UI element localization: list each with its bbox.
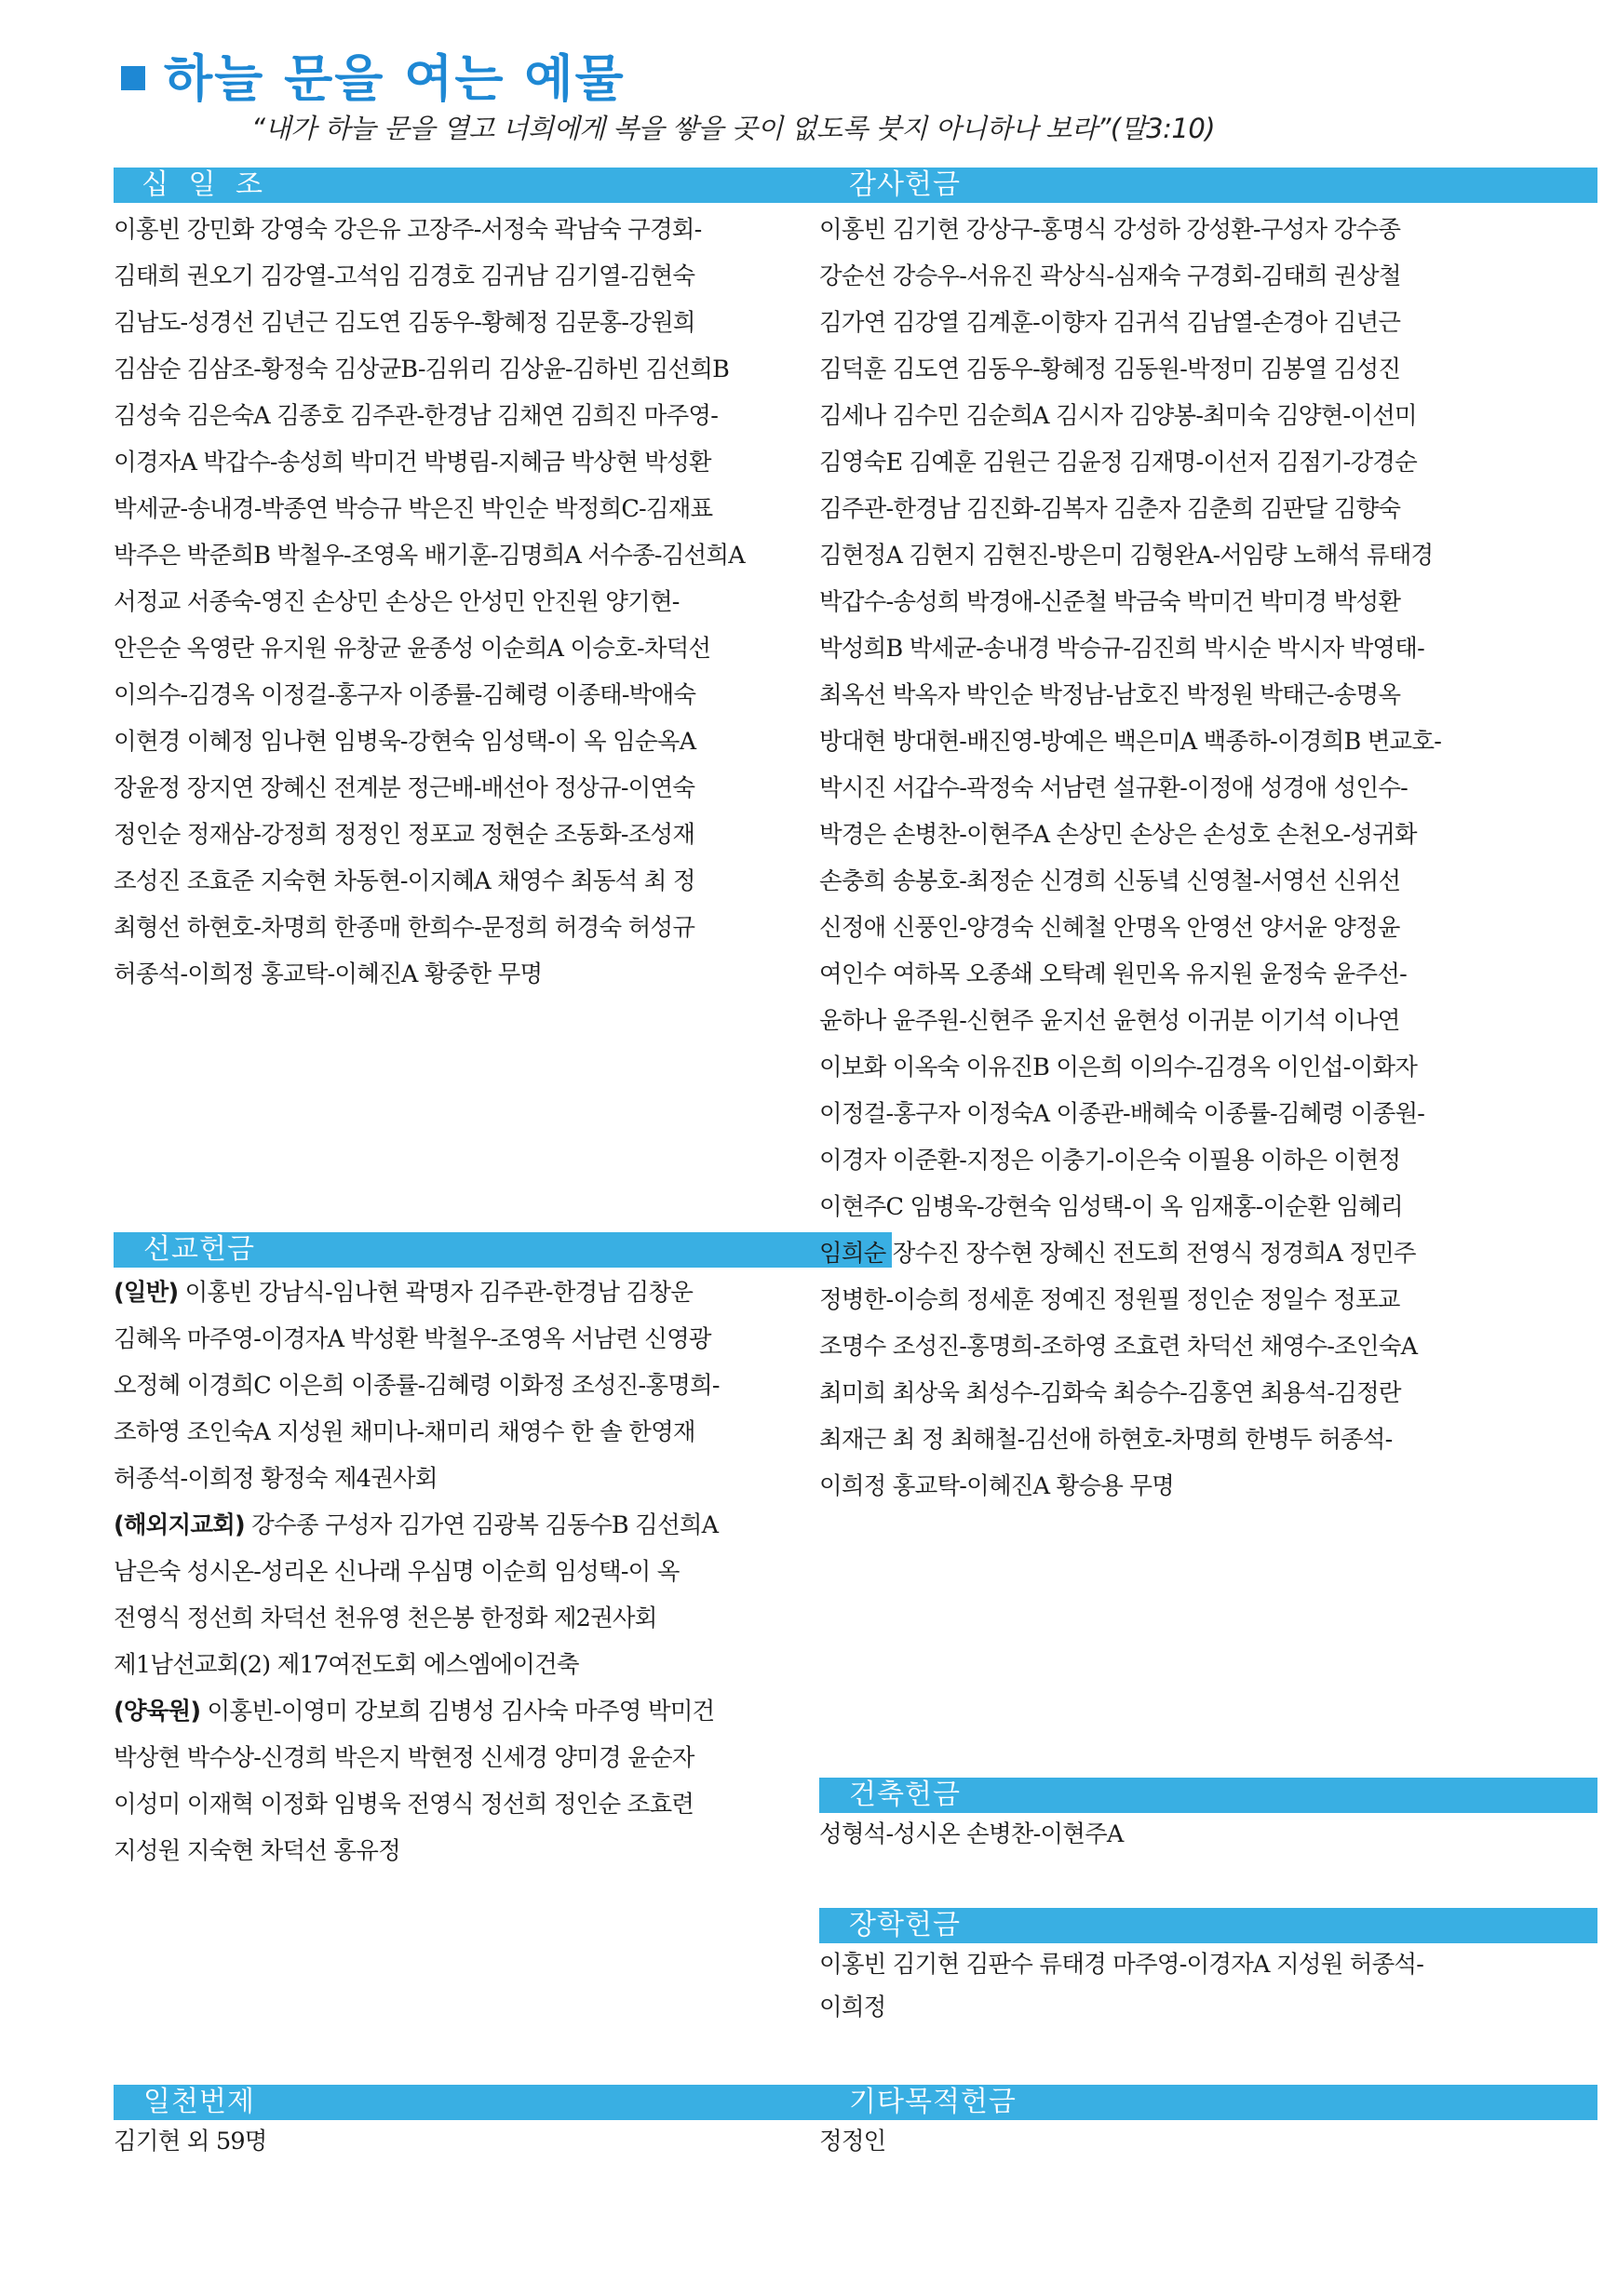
names: 제1남선교회(2) 제17여전도회 에스엠에이건축 [114,1651,579,1679]
section-tithe [114,168,892,998]
section-heading-bar [819,1778,1597,1813]
list-line [114,1363,892,1409]
list-line: 최재근 최 정 최해철-김선애 하현호-차명희 한병두 허종석- [819,1426,1393,1454]
list-line: 이홍빈 김기현 강상구-홍명식 강성하 강성환-구성자 강수종 [819,216,1401,244]
list-line: 최옥선 박옥자 박인순 박정남-남호진 박정원 박태근-송명옥 [819,681,1401,709]
list-line: 이경자 이준환-지정은 이충기-이은숙 이필용 이하은 이현정 [819,1147,1401,1175]
names: 박상현 박수상-신경희 박은지 박현정 신세경 양미경 윤순자 [114,1744,694,1772]
list-line: 이현주C 임병욱-강현숙 임성택-이 옥 임재홍-이순환 임혜리 [819,1193,1403,1221]
section-heading-bar [114,168,892,203]
section-thousandth [114,2085,892,2163]
list-line: 장윤정 장지연 장혜신 전계분 정근배-배선아 정상규-이연숙 [114,774,695,802]
list-line: 신정애 신풍인-양경숙 신혜철 안명옥 안영선 양서윤 양정윤 [819,914,1400,942]
names: 남은숙 성시온-성리온 신나래 우심명 이순희 임성택-이 옥 [114,1558,680,1586]
page-title-text: 하늘 문을 여는 예물 [164,49,626,108]
list-line: 김기현 외 59명 [114,2128,267,2155]
list-line: 이경자A 박갑수-송성희 박미건 박병림-지혜금 박상현 박성환 [114,449,711,477]
list-line: 김태희 권오기 김강열-고석임 김경호 김귀남 김기열-김현숙 [114,262,695,290]
list-line: 이현경 이혜정 임나현 임병욱-강현숙 임성택-이 옥 임순옥A [114,728,696,756]
list-line [114,1828,892,1874]
section-scholarship [819,1908,1597,2029]
list-line: 박시진 서갑수-곽정숙 서남련 설규환-이정애 성경애 성인수- [819,774,1408,802]
list-line: 안은순 옥영란 유지원 유창균 윤종성 이순희A 이승호-차덕선 [114,635,711,663]
list-line: 정정인 [819,2128,886,2155]
list-line: 김남도-성경선 김년근 김도연 김동우-황혜정 김문홍-강원희 [114,309,695,337]
category-tag: (해외지교회) [114,1511,245,1539]
list-line: 이홍빈 김기현 김판수 류태경 마주영-이경자A 지성원 허종석- [819,1951,1424,1979]
section-heading: 감사헌금 [849,168,961,201]
names: 지성원 지숙현 차덕선 홍유정 [114,1837,400,1865]
list-line: 손충희 송봉호-최정순 신경희 신동녘 신영철-서영선 신위선 [819,867,1401,895]
list-line: 이희정 홍교탁-이혜진A 황승용 무명 [819,1472,1175,1500]
section-heading: 선교헌금 [143,1233,255,1266]
list-line: 이홍빈 강민화 강영숙 강은유 고장주-서정숙 곽남숙 구경회- [114,216,702,244]
section-heading-bar [819,2085,1597,2120]
list-line: 허종석-이희정 홍교탁-이혜진A 황중한 무명 [114,960,543,988]
list-line [114,1781,892,1828]
names: 오정혜 이경희C 이은희 이종률-김혜령 이화정 조성진-홍명희- [114,1372,720,1400]
list-line: 방대현 방대현-배진영-방예은 백은미A 백종하-이경희B 변교호- [819,728,1442,756]
category-tag: (양육원) [114,1698,201,1725]
list-line: 정인순 정재삼-강정희 정정인 정포교 정현순 조동화-조성재 [114,821,695,849]
list-line: 최미희 최상욱 최성수-김화숙 최승수-김홍연 최용석-김정란 [819,1379,1401,1407]
list-line: 박갑수-송성희 박경애-신준철 박금숙 박미건 박미경 박성환 [819,588,1401,616]
list-line: 이희정 [819,1994,886,2021]
list-line [114,1316,892,1363]
section-heading: 기타목적헌금 [849,2086,1017,2118]
list-line: 김영숙E 김예훈 김원근 김윤정 김재명-이선저 김점기-강경순 [819,449,1417,477]
list-line [114,1456,892,1502]
section-heading-bar [819,1908,1597,1943]
list-line [114,1595,892,1642]
section-heading: 건축헌금 [849,1779,961,1811]
section-mission [114,1232,892,1874]
section-heading-bar [114,1232,892,1268]
list-line [114,1549,892,1595]
list-line: 박주은 박준희B 박철우-조영옥 배기훈-김명희A 서수종-김선희A [114,542,745,570]
list-line: 조성진 조효준 지숙현 차동현-이지혜A 채영수 최동석 최 정 [114,867,695,895]
section-other [819,2085,1597,2163]
section-heading: 장학헌금 [849,1909,961,1941]
section-building [819,1778,1597,1856]
list-line: 윤하나 윤주원-신현주 윤지선 윤현성 이귀분 이기석 이나연 [819,1007,1400,1035]
list-line: 임희순 장수진 장수현 장혜신 전도희 전영식 정경희A 정민주 [819,1240,1416,1268]
list-line: 김덕훈 김도연 김동우-황혜정 김동원-박정미 김봉열 김성진 [819,356,1401,383]
list-line: 박세균-송내경-박종연 박승규 박은진 박인순 박정희C-김재표 [114,495,713,523]
name-list [114,207,892,998]
name-list [114,1269,892,1874]
name-list [819,1813,1597,1856]
list-line: 정병한-이승희 정세훈 정예진 정원필 정인순 정일수 정포교 [819,1286,1400,1314]
list-line: 이의수-김경옥 이정걸-홍구자 이종률-김혜령 이종태-박애숙 [114,681,696,709]
list-line [114,1269,892,1316]
list-line: 최형선 하현호-차명희 한종매 한희수-문정희 허경숙 허성규 [114,914,695,942]
list-line [114,1642,892,1688]
bible-verse: “내가 하늘 문을 열고 너희에게 복을 쌓을 곳이 없도록 붓지 아니하나 보라”(말3:10) [251,113,1216,144]
list-line: 이정걸-홍구자 이정숙A 이종관-배혜숙 이종률-김혜령 이종원- [819,1100,1425,1128]
list-line: 박경은 손병찬-이현주A 손상민 손상은 손성호 손천오-성귀화 [819,821,1417,849]
list-line [114,1688,892,1735]
list-line [114,1409,892,1456]
list-line: 여인수 여하목 오종쇄 오탁례 원민옥 유지원 윤정숙 윤주선- [819,960,1407,988]
list-line: 강순선 강승우-서유진 곽상식-심재숙 구경회-김태희 권상철 [819,262,1401,290]
list-line: 김삼순 김삼조-황정숙 김상균B-김위리 김상윤-김하빈 김선희B [114,356,730,383]
page-title [121,39,626,111]
section-heading: 십 일 조 [142,168,269,201]
square-bullet-icon [121,66,145,90]
list-line: 이보화 이옥숙 이유진B 이은희 이의수-김경옥 이인섭-이화자 [819,1054,1418,1081]
names: 이성미 이재혁 이정화 임병욱 전영식 정선희 정인순 조효련 [114,1791,694,1819]
list-line: 김현정A 김현지 김현진-방은미 김형완A-서임량 노해석 류태경 [819,542,1434,570]
list-line [114,1735,892,1781]
list-line: 서정교 서종숙-영진 손상민 손상은 안성민 안진원 양기현- [114,588,680,616]
list-line: 조명수 조성진-홍명희-조하영 조효련 차덕선 채영수-조인숙A [819,1333,1418,1361]
section-heading-bar [114,2085,892,2120]
section-thanks [819,168,1597,1510]
name-list [114,2120,892,2163]
section-heading-bar [819,168,1597,203]
list-line: 김성숙 김은숙A 김종호 김주관-한경남 김채연 김희진 마주영- [114,402,719,430]
list-line: 김주관-한경남 김진화-김복자 김춘자 김춘희 김판달 김향숙 [819,495,1401,523]
list-line: 박성희B 박세균-송내경 박승규-김진희 박시순 박시자 박영태- [819,635,1424,663]
names: 이홍빈 강남식-임나현 곽명자 김주관-한경남 김창운 [178,1279,694,1307]
list-line: 김세나 김수민 김순희A 김시자 김양봉-최미숙 김양현-이선미 [819,402,1417,430]
name-list [819,207,1597,1510]
category-tag: (일반) [114,1279,179,1307]
names: 허종석-이희정 황정숙 제4권사회 [114,1465,438,1493]
name-list [819,1943,1597,2029]
names: 전영식 정선희 차덕선 천유영 천은봉 한정화 제2권사회 [114,1605,657,1632]
section-heading: 일천번제 [143,2086,255,2118]
list-line [114,1502,892,1549]
names: 김혜옥 마주영-이경자A 박성환 박철우-조영옥 서남련 신영광 [114,1325,711,1353]
names: 조하영 조인숙A 지성원 채미나-채미리 채영수 한 솔 한영재 [114,1418,695,1446]
names: 이홍빈-이영미 강보희 김병성 김사숙 마주영 박미건 [200,1698,715,1725]
list-line: 성형석-성시온 손병찬-이현주A [819,1820,1124,1848]
names: 강수종 구성자 김가연 김광복 김동수B 김선희A [244,1511,719,1539]
list-line: 김가연 김강열 김계훈-이향자 김귀석 김남열-손경아 김년근 [819,309,1401,337]
name-list [819,2120,1597,2163]
